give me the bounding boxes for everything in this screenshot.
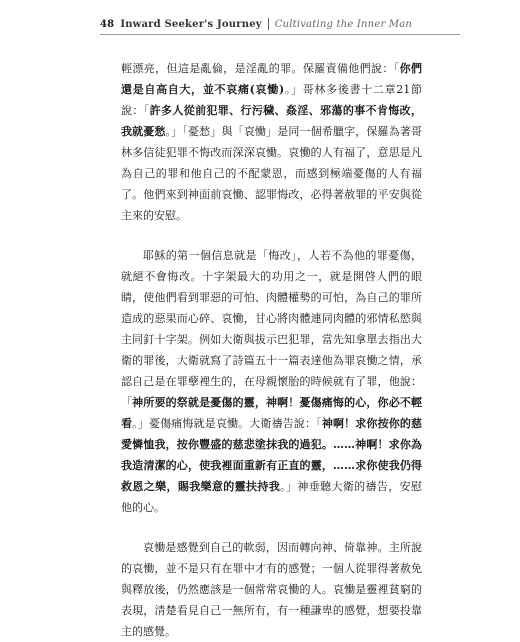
paragraph-text: 。」憂傷痛悔就是哀慟。大衛禱告說：「 [132,417,322,430]
paragraph [121,58,422,226]
scripture-quote: 許多人從前犯罪、行污穢、姦淫、邪蕩的事不肯悔改，我就憂愁 [121,104,423,138]
paragraph-text: 。」神垂聽大衛的禱告，安慰他的心。 [121,480,423,514]
paragraph-text: 。」「憂愁」與「哀慟」是同一個希臘字，保羅為著哥林多信徒犯罪不悔改而深深哀慟。哀慟的人有福了，意思是凡為自己的罪和他自己的不配蒙恩，而感到極端憂傷的人有福了。他們來到神面前哀慟、認罪悔改，必得著赦罪的平安與從主來的安慰。 [121,125,422,222]
scripture-quote: 神所要的祭就是憂傷的靈，神啊！憂傷痛悔的心，你必不輕看 [121,396,423,430]
scripture-quote: 你們還是自高自大，並不哀痛(哀慟) [121,62,423,96]
page-number: 48 [100,18,115,30]
paragraph-text: 。」哥林多後書十二章21節說：「 [121,83,422,117]
header-divider [268,18,269,30]
header-rule [100,34,460,35]
paragraph-text: 輕漂亮，但這是亂倫，是淫亂的罪。保羅責備他們說：「 [121,62,400,75]
paragraph-text: 哀慟是感覺到自己的軟弱，因而轉向神、倚靠神。主所說的哀慟，並不是只有在罪中才有的感覺；一個人從罪得著赦免與釋放後，仍然應該是一個常常哀慟的人。哀慟是靈裡貧窮的表現，清楚看見自己一無所有，有一種謙卑的感覺，想要投靠主的感覺。 [121,541,422,638]
book-title: Inward Seeker's Journey [120,18,262,30]
paragraph-text: 耶穌的第一個信息就是「悔改」，人若不為他的罪憂傷，就絕不會悔改。十字架最大的功用之一，就是開啓人們的眼睛，使他們看到罪惡的可怕、肉體權勢的可怕，為自己的罪所造成的惡果而心碎、哀慟，甘心將肉體連同肉體的邪情私慾與主同釘十字架。例如大衛與拔示巴犯罪，當先知拿單去指出大衛的罪後，大衛就寫了詩篇五十一篇表達他為罪哀慟之情，承認自己是在罪孽裡生的，在母親懷胎的時候就有了罪，他說：「 [121,249,422,409]
paragraph [121,537,422,642]
scripture-quote: 神啊！求你按你的慈愛憐恤我，按你豐盛的慈悲塗抹我的過犯。……神啊！求你為我造清潔的心，使我裡面重新有正直的靈，……求你使我仍得救恩之樂，賜我樂意的靈扶持我 [121,417,423,493]
paragraph [121,245,422,518]
running-header [100,14,460,34]
book-subtitle: Cultivating the Inner Man [274,18,413,30]
body-text [121,58,422,642]
